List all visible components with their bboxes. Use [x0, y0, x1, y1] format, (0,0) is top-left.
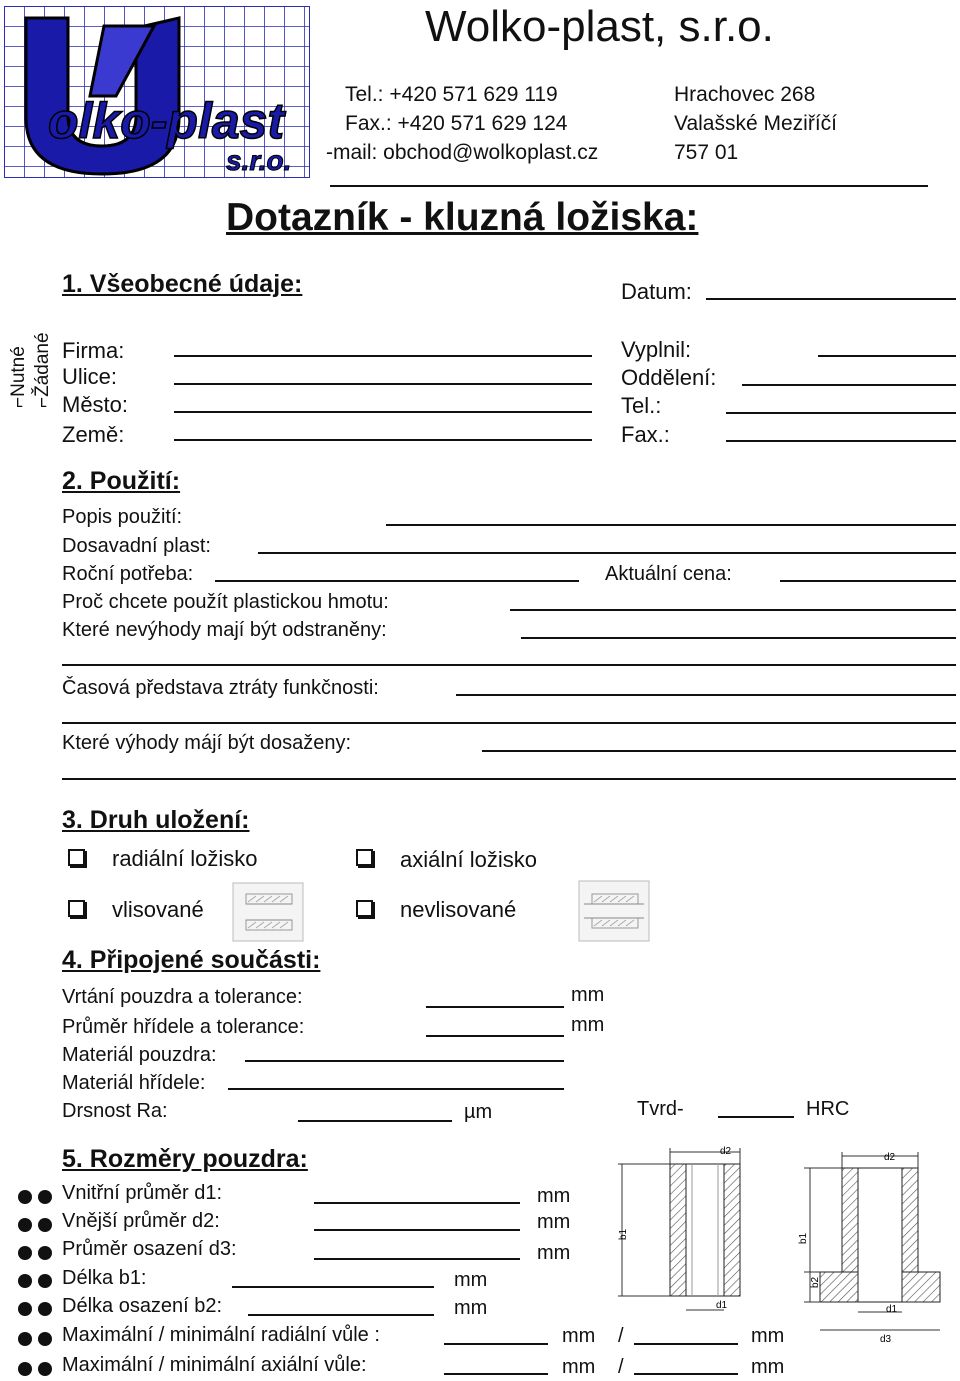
flanged-bushing-drawing	[790, 1146, 946, 1346]
dosavadni-field[interactable]	[258, 552, 956, 554]
tvrdost-label: Tvrd-	[637, 1098, 684, 1120]
b1-label: Délka b1:	[62, 1267, 147, 1289]
material-pouzdra-label: Materiál pouzdra:	[62, 1044, 217, 1066]
fax-field[interactable]	[726, 440, 956, 442]
b2-label: Délka osazení b2:	[62, 1295, 223, 1317]
radial-slash: /	[618, 1325, 624, 1347]
zeme-field[interactable]	[174, 439, 592, 441]
axialni-checkbox[interactable]	[356, 849, 373, 866]
company-email: -mail: obchod@wolkoplast.cz	[326, 141, 599, 164]
vyhody-field[interactable]	[482, 750, 956, 752]
non-pressed-bearing-icon	[578, 880, 650, 942]
axial-max-field[interactable]	[444, 1373, 548, 1375]
axial-max-unit: mm	[562, 1356, 596, 1378]
axial-min-unit: mm	[751, 1356, 785, 1378]
ulice-label: Ulice:	[62, 364, 118, 389]
tel-field[interactable]	[726, 412, 956, 414]
radial-clearance-label: Maximální / minimální radiální vůle :	[62, 1324, 380, 1346]
drsnost-unit: µm	[464, 1101, 493, 1123]
required-marker-b1	[18, 1274, 32, 1288]
zeme-label: Země:	[62, 422, 125, 447]
prumer-field[interactable]	[426, 1035, 564, 1037]
axialni-label: axiální ložisko	[400, 847, 537, 872]
desired-marker-d3	[38, 1246, 52, 1260]
rocni-label: Roční potřeba:	[62, 563, 194, 585]
d2-unit: mm	[537, 1211, 571, 1233]
desired-marker-d2	[38, 1218, 52, 1232]
company-zip: 757 01	[674, 141, 739, 164]
firma-field[interactable]	[174, 355, 592, 357]
company-street: Hrachovec 268	[674, 83, 816, 106]
b1-unit: mm	[454, 1269, 488, 1291]
desired-marker-radial	[38, 1332, 52, 1346]
svg-text:d2: d2	[720, 1146, 732, 1157]
proc-label: Proč chcete použít plastickou hmotu:	[62, 591, 389, 613]
svg-text:d1: d1	[716, 1300, 728, 1311]
d1-label: Vnitřní průměr d1:	[62, 1182, 223, 1204]
prumer-label: Průměr hřídele a tolerance:	[62, 1016, 305, 1038]
tel-label: Tel.:	[621, 393, 662, 418]
vyhody-field-2[interactable]	[62, 778, 956, 780]
svg-text:b2: b2	[810, 1276, 821, 1288]
header-rule	[330, 185, 928, 187]
section-5-heading: 5. Rozměry pouzdra:	[62, 1145, 308, 1173]
radial-max-unit: mm	[562, 1325, 596, 1347]
vyplnil-label: Vyplnil:	[621, 337, 692, 362]
material-hridele-field[interactable]	[228, 1088, 564, 1090]
page-title: Dotazník - kluzná ložiska:	[226, 196, 699, 239]
section-2-heading: 2. Použití:	[62, 467, 181, 495]
proc-field[interactable]	[510, 609, 956, 611]
material-pouzdra-field[interactable]	[245, 1060, 564, 1062]
svg-text:d2: d2	[884, 1152, 896, 1163]
desired-marker-b1	[38, 1274, 52, 1288]
axial-clearance-label: Maximální / minimální axiální vůle:	[62, 1354, 367, 1376]
company-tel: Tel.: +420 571 629 119	[345, 83, 558, 106]
vyplnil-field[interactable]	[818, 355, 956, 357]
desired-marker-d1	[38, 1190, 52, 1204]
svg-text:d3: d3	[880, 1334, 892, 1345]
radial-max-field[interactable]	[444, 1343, 548, 1345]
oddeleni-label: Oddělení:	[621, 365, 717, 390]
section-4-heading: 4. Připojené součásti:	[62, 946, 321, 974]
casova-field-2[interactable]	[62, 722, 956, 724]
section-1-heading: 1. Všeobecné údaje:	[62, 270, 303, 298]
mesto-field[interactable]	[174, 411, 592, 413]
d3-field[interactable]	[314, 1258, 520, 1260]
required-marker-b2	[18, 1302, 32, 1316]
tvrdost-unit: HRC	[806, 1098, 850, 1120]
vrtani-label: Vrtání pouzdra a tolerance:	[62, 986, 303, 1008]
desired-marker-axial	[38, 1362, 52, 1376]
legend-required: ⌐Nutné	[8, 346, 29, 408]
cena-label: Aktuální cena:	[605, 563, 732, 585]
dosavadni-label: Dosavadní plast:	[62, 535, 211, 557]
vrtani-unit: mm	[571, 984, 605, 1006]
axial-min-field[interactable]	[634, 1373, 738, 1375]
b2-unit: mm	[454, 1297, 488, 1319]
nevlisovane-checkbox[interactable]	[356, 900, 373, 917]
axial-slash: /	[618, 1356, 624, 1378]
svg-text:olko-plast: olko-plast	[48, 93, 285, 149]
company-name: Wolko-plast, s.r.o.	[425, 2, 774, 51]
nevyhody-field-2[interactable]	[62, 664, 956, 666]
plain-bushing-drawing	[612, 1142, 762, 1326]
required-marker-d3	[18, 1246, 32, 1260]
popis-field[interactable]	[386, 524, 956, 526]
radialni-checkbox[interactable]	[68, 849, 85, 866]
required-marker-d1	[18, 1190, 32, 1204]
radial-min-unit: mm	[751, 1325, 785, 1347]
b2-field[interactable]	[248, 1314, 434, 1316]
vlisovane-label: vlisované	[112, 897, 204, 922]
vrtani-field[interactable]	[426, 1006, 564, 1008]
company-fax: Fax.: +420 571 629 124	[345, 112, 568, 135]
prumer-unit: mm	[571, 1014, 605, 1036]
d1-field[interactable]	[314, 1202, 520, 1204]
firma-label: Firma:	[62, 338, 125, 363]
oddeleni-field[interactable]	[742, 384, 956, 386]
legend-desired: ⌐Žádané	[32, 332, 53, 408]
datum-field[interactable]	[706, 298, 956, 300]
svg-text:d1: d1	[886, 1304, 898, 1315]
svg-text:b1: b1	[798, 1232, 809, 1244]
radialni-label: radiální ložisko	[112, 846, 258, 871]
mesto-label: Město:	[62, 392, 129, 417]
fax-label: Fax.:	[621, 422, 670, 447]
radial-min-field[interactable]	[634, 1343, 738, 1345]
cena-field[interactable]	[780, 580, 956, 582]
d1-unit: mm	[537, 1185, 571, 1207]
casova-label: Časová představa ztráty funkčnosti:	[62, 677, 379, 699]
svg-text:s.r.o.: s.r.o.	[226, 145, 292, 176]
drsnost-label: Drsnost Ra:	[62, 1100, 168, 1122]
d3-label: Průměr osazení d3:	[62, 1238, 237, 1260]
casova-field[interactable]	[456, 694, 956, 696]
d3-unit: mm	[537, 1242, 571, 1264]
nevyhody-label: Které nevýhody mají být odstraněny:	[62, 619, 387, 641]
required-marker-radial	[18, 1332, 32, 1346]
drsnost-field[interactable]	[298, 1120, 452, 1122]
desired-marker-b2	[38, 1302, 52, 1316]
nevyhody-field[interactable]	[521, 637, 956, 639]
required-marker-axial	[18, 1362, 32, 1376]
material-hridele-label: Materiál hřídele:	[62, 1072, 206, 1094]
b1-field[interactable]	[232, 1286, 434, 1288]
svg-text:b1: b1	[618, 1228, 629, 1240]
vyhody-label: Které výhody májí být dosaženy:	[62, 732, 352, 754]
tvrdost-field[interactable]	[718, 1116, 794, 1118]
popis-label: Popis použití:	[62, 506, 183, 528]
rocni-field[interactable]	[215, 580, 579, 582]
required-marker-d2	[18, 1218, 32, 1232]
company-logo	[4, 6, 310, 178]
pressed-bearing-icon	[232, 882, 304, 942]
d2-label: Vnější průměr d2:	[62, 1210, 220, 1232]
ulice-field[interactable]	[174, 383, 592, 385]
datum-label: Datum:	[621, 279, 692, 304]
company-city: Valašské Meziříčí	[674, 112, 837, 135]
vlisovane-checkbox[interactable]	[68, 900, 85, 917]
section-3-heading: 3. Druh uložení:	[62, 806, 250, 834]
nevlisovane-label: nevlisované	[400, 897, 517, 922]
d2-field[interactable]	[314, 1229, 520, 1231]
